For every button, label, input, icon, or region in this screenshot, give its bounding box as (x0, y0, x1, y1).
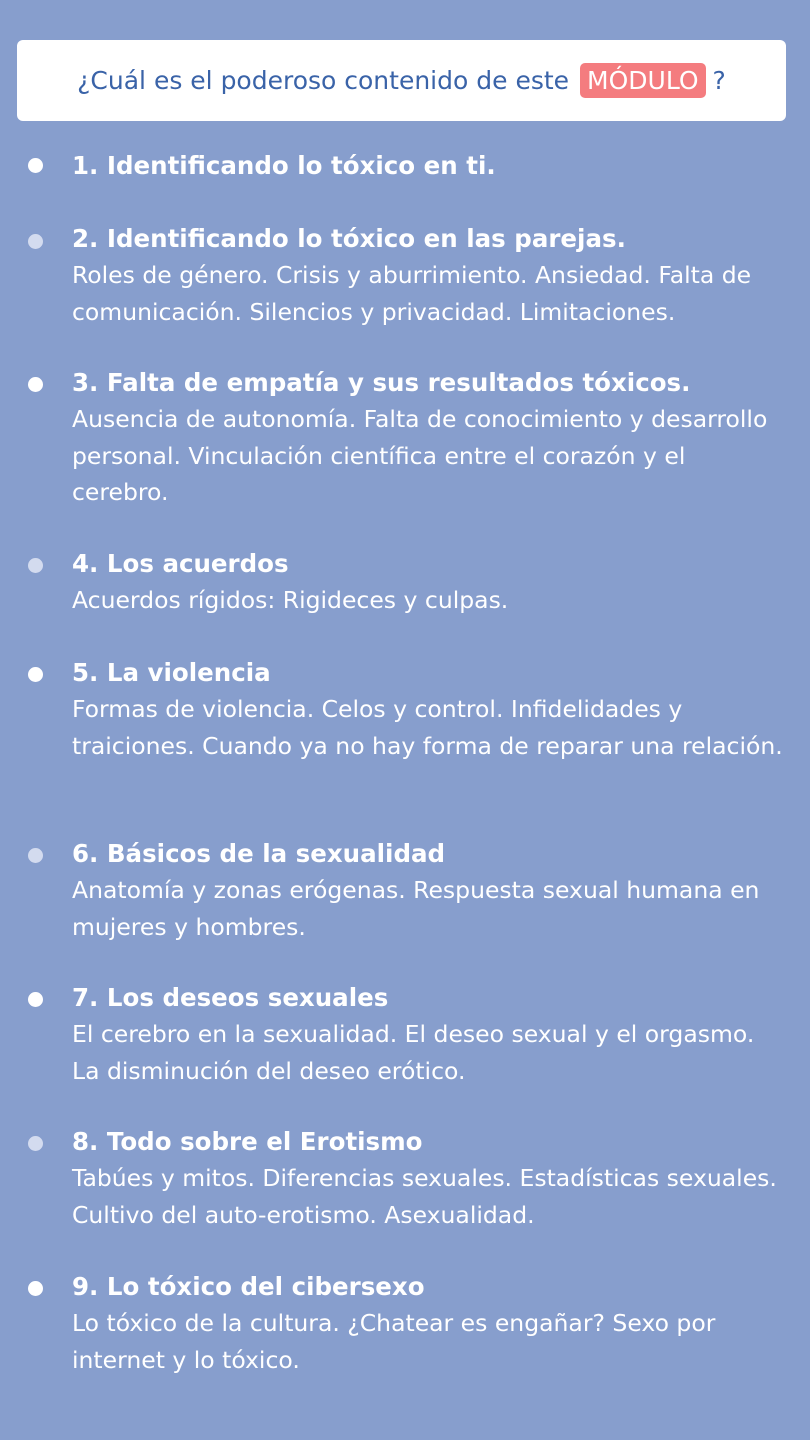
module-title: 4. Los acuerdos (72, 549, 289, 578)
module-description: Anatomía y zonas erógenas. Respuesta sexual humana en mujeres y hombres. (72, 876, 760, 941)
header-card (17, 40, 786, 121)
bullet-dot-icon (28, 667, 43, 682)
bullet-dot-icon (28, 234, 43, 249)
header-question-mark: ? (712, 66, 726, 95)
bullet-dot-icon (28, 158, 43, 173)
module-title: 1. Identificando lo tóxico en ti. (72, 151, 496, 180)
module-title: 8. Todo sobre el Erotismo (72, 1127, 423, 1156)
module-description: Ausencia de autonomía. Falta de conocimiento y desarrollo personal. Vinculación científica entre el corazón y el cerebro. (72, 405, 768, 506)
bullet-dot-icon (28, 1136, 43, 1151)
bullet-dot-icon (28, 558, 43, 573)
module-title: 9. Lo tóxico del cibersexo (72, 1272, 425, 1301)
bullet-dot-icon (28, 992, 43, 1007)
bullet-dot-icon (28, 1281, 43, 1296)
module-title: 7. Los deseos sexuales (72, 983, 389, 1012)
module-title: 6. Básicos de la sexualidad (72, 839, 446, 868)
module-highlight-badge: MÓDULO (580, 63, 706, 99)
header-question: ¿Cuál es el poderoso contenido de este (77, 66, 570, 95)
module-title: 2. Identificando lo tóxico en las parejas. (72, 224, 626, 253)
module-description: Lo tóxico de la cultura. ¿Chatear es engañar? Sexo por internet y lo tóxico. (72, 1309, 716, 1374)
bullet-dot-icon (28, 848, 43, 863)
bullet-dot-icon (28, 377, 43, 392)
module-description: El cerebro en la sexualidad. El deseo sexual y el orgasmo. La disminución del deseo erótico. (72, 1020, 755, 1085)
module-title: 3. Falta de empatía y sus resultados tóxicos. (72, 368, 691, 397)
module-description: Formas de violencia. Celos y control. Infidelidades y traiciones. Cuando ya no hay forma de reparar una relación. (72, 695, 783, 760)
module-description: Tabúes y mitos. Diferencias sexuales. Estadísticas sexuales. Cultivo del auto-erotismo. Asexualidad. (72, 1164, 777, 1229)
module-description: Roles de género. Crisis y aburrimiento. Ansiedad. Falta de comunicación. Silencios y privacidad. Limitaciones. (72, 261, 752, 326)
module-description: Acuerdos rígidos: Rigideces y culpas. (72, 586, 509, 614)
module-title: 5. La violencia (72, 658, 271, 687)
header-title (77, 63, 726, 99)
